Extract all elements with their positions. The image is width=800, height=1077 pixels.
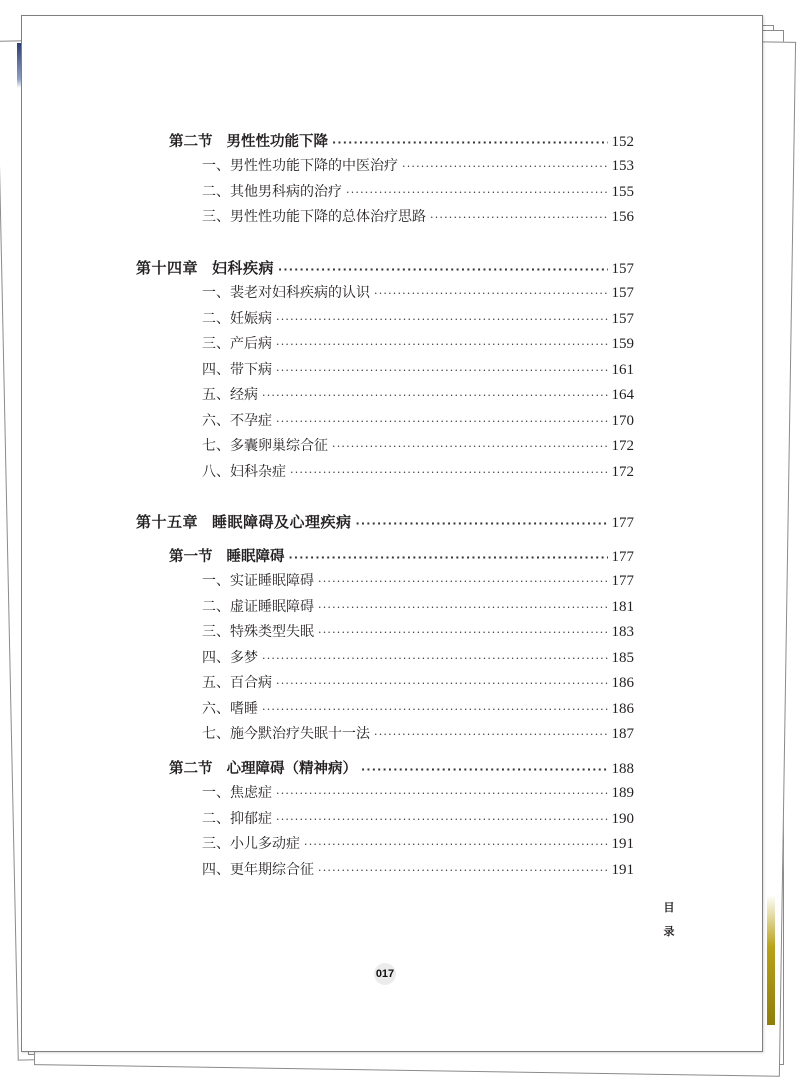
toc-item-row[interactable] <box>202 808 634 830</box>
toc-page-number: 152 <box>611 134 634 150</box>
toc-title: 三、特殊类型失眠 <box>202 624 314 640</box>
toc-title: 七、多囊卵巢综合征 <box>202 438 328 454</box>
toc-section-row[interactable] <box>169 130 634 152</box>
toc-section-row[interactable] <box>169 757 634 779</box>
leader-dots <box>356 517 608 530</box>
gold-cover-accent <box>767 895 775 1025</box>
toc-chapter-row[interactable] <box>136 511 634 533</box>
toc-label: 第二节 <box>169 134 213 150</box>
toc-page-number: 177 <box>611 573 634 589</box>
leader-dots <box>276 364 608 377</box>
leader-dots <box>402 160 608 173</box>
toc-page-number: 177 <box>611 515 634 531</box>
toc-title: 四、更年期综合征 <box>202 862 314 878</box>
leader-dots <box>346 186 608 199</box>
toc-title: 一、实证睡眠障碍 <box>202 573 314 589</box>
toc-page-number: 189 <box>611 785 634 801</box>
toc-item-row[interactable] <box>202 570 634 592</box>
toc-page-number: 177 <box>611 549 634 565</box>
leader-dots <box>276 338 608 351</box>
toc-title: 三、小儿多动症 <box>202 836 300 852</box>
page-number-badge: 017 <box>374 963 396 985</box>
toc-item-row[interactable] <box>202 333 634 355</box>
side-tab-label <box>662 896 676 944</box>
toc-title: 睡眠障碍 <box>226 549 285 565</box>
toc-item-row[interactable] <box>202 435 634 457</box>
leader-dots <box>289 551 608 564</box>
toc-page-number: 170 <box>611 413 634 429</box>
leader-dots <box>318 575 608 588</box>
toc-title: 五、百合病 <box>202 675 272 691</box>
leader-dots <box>276 787 608 800</box>
toc-page-number: 191 <box>611 862 634 878</box>
toc-title: 四、多梦 <box>202 650 258 666</box>
toc-page-number: 181 <box>611 599 634 615</box>
leader-dots <box>374 287 608 300</box>
leader-dots <box>361 763 608 776</box>
toc-item-row[interactable] <box>202 206 634 228</box>
toc-page-number: 183 <box>611 624 634 640</box>
toc-item-row[interactable] <box>202 384 634 406</box>
toc-page-number: 186 <box>611 675 634 691</box>
leader-dots <box>276 415 608 428</box>
toc-page-number: 157 <box>611 285 634 301</box>
toc-title: 六、嗜睡 <box>202 701 258 717</box>
leader-dots <box>276 813 608 826</box>
toc-item-row[interactable] <box>202 672 634 694</box>
toc-title: 男性性功能下降 <box>226 134 328 150</box>
toc-title: 心理障碍（精神病） <box>226 761 357 777</box>
toc-item-row[interactable] <box>202 723 634 745</box>
toc-page-number: 164 <box>611 387 634 403</box>
toc-page-number: 172 <box>611 438 634 454</box>
toc-title: 一、裴老对妇科疾病的认识 <box>202 285 370 301</box>
toc-item-row[interactable] <box>202 647 634 669</box>
toc-page-number: 161 <box>611 362 634 378</box>
leader-dots <box>332 136 608 149</box>
toc-page-number: 153 <box>611 158 634 174</box>
toc-title: 二、其他男科病的治疗 <box>202 184 342 200</box>
toc-title: 妇科疾病 <box>212 259 275 277</box>
toc-label: 第十五章 <box>136 513 199 531</box>
toc-item-row[interactable] <box>202 698 634 720</box>
leader-dots <box>262 652 608 665</box>
leader-dots <box>430 211 608 224</box>
toc-item-row[interactable] <box>202 155 634 177</box>
leader-dots <box>318 864 608 877</box>
toc-title: 三、产后病 <box>202 336 272 352</box>
toc-page-number: 191 <box>611 836 634 852</box>
toc-item-row[interactable] <box>202 282 634 304</box>
toc-title: 睡眠障碍及心理疾病 <box>212 513 352 531</box>
toc-page-number: 155 <box>611 184 634 200</box>
toc-page-number: 187 <box>611 726 634 742</box>
leader-dots <box>276 677 608 690</box>
toc-item-row[interactable] <box>202 833 634 855</box>
toc-title: 五、经病 <box>202 387 258 403</box>
toc-page-number: 172 <box>611 464 634 480</box>
toc-chapter-row[interactable] <box>136 257 634 279</box>
toc-item-row[interactable] <box>202 782 634 804</box>
leader-dots <box>318 601 608 614</box>
toc-item-row[interactable] <box>202 410 634 432</box>
toc-title: 二、抑郁症 <box>202 811 272 827</box>
toc-page-number: 159 <box>611 336 634 352</box>
toc-title: 三、男性性功能下降的总体治疗思路 <box>202 209 426 225</box>
leader-dots <box>278 263 607 276</box>
toc-label: 第二节 <box>169 761 213 777</box>
toc-title: 二、虚证睡眠障碍 <box>202 599 314 615</box>
side-tab-char: 录 <box>663 925 675 938</box>
toc-section-row[interactable] <box>169 545 634 567</box>
leader-dots <box>374 728 608 741</box>
toc-title: 四、带下病 <box>202 362 272 378</box>
toc-item-row[interactable] <box>202 596 634 618</box>
toc-page-number: 186 <box>611 701 634 717</box>
toc-page-number: 157 <box>611 311 634 327</box>
toc-label: 第一节 <box>169 549 213 565</box>
toc-page-number: 190 <box>611 811 634 827</box>
toc-item-row[interactable] <box>202 308 634 330</box>
leader-dots <box>290 466 608 479</box>
toc-item-row[interactable] <box>202 181 634 203</box>
toc-label: 第十四章 <box>136 259 199 277</box>
toc-title: 一、焦虑症 <box>202 785 272 801</box>
toc-page-number: 157 <box>611 261 634 277</box>
side-tab-char: 目 <box>663 901 675 914</box>
toc-item-row[interactable] <box>202 359 634 381</box>
toc-item-row[interactable] <box>202 621 634 643</box>
leader-dots <box>276 313 608 326</box>
toc-page-number: 185 <box>611 650 634 666</box>
toc-item-row[interactable] <box>202 461 634 483</box>
toc-title: 八、妇科杂症 <box>202 464 286 480</box>
toc-title: 七、施今默治疗失眠十一法 <box>202 726 370 742</box>
leader-dots <box>262 389 608 402</box>
toc-page-number: 188 <box>611 761 634 777</box>
leader-dots <box>332 440 608 453</box>
toc-title: 六、不孕症 <box>202 413 272 429</box>
leader-dots <box>304 838 608 851</box>
leader-dots <box>262 703 608 716</box>
toc-page <box>21 15 763 1052</box>
toc-item-row[interactable] <box>202 859 634 881</box>
toc-title: 一、男性性功能下降的中医治疗 <box>202 158 398 174</box>
leader-dots <box>318 626 608 639</box>
toc-page-number: 156 <box>611 209 634 225</box>
toc-title: 二、妊娠病 <box>202 311 272 327</box>
